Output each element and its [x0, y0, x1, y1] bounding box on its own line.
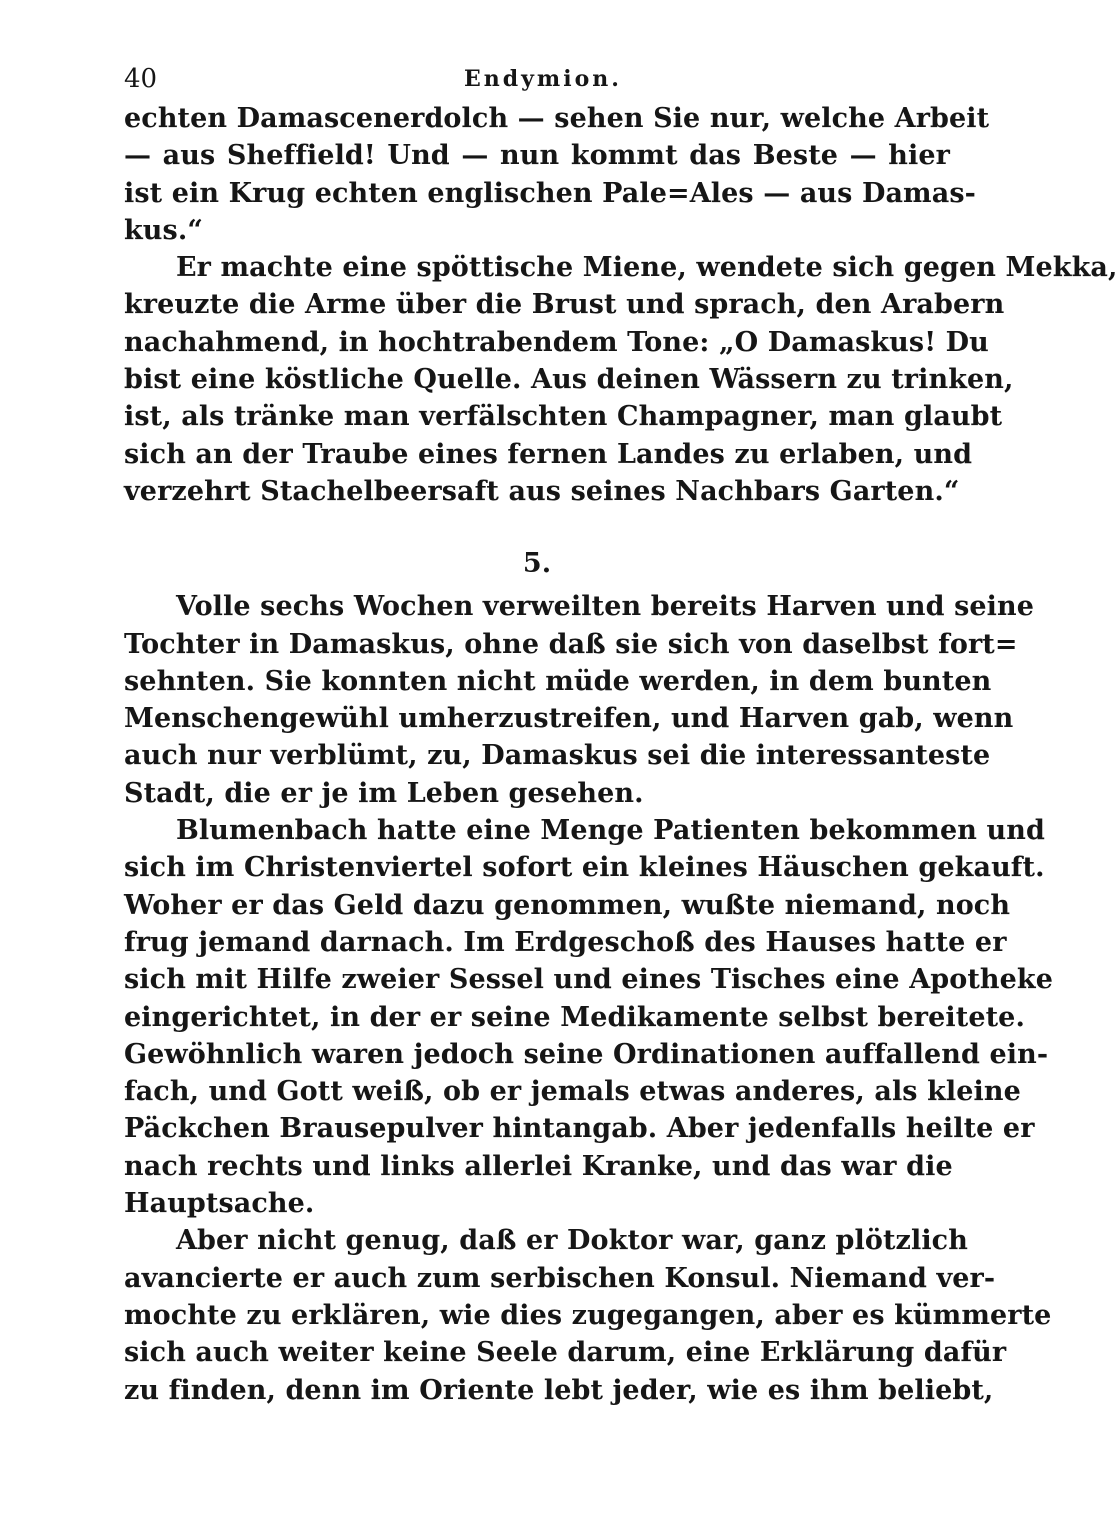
text-line: zu finden, denn im Oriente lebt jeder, wie es ihm beliebt,	[124, 1374, 994, 1406]
text-line: sich an der Traube eines fernen Landes zu erlaben, und	[124, 438, 973, 470]
section-number: 5.	[522, 548, 552, 580]
running-title: Endymion.	[464, 66, 622, 92]
text-line: Volle sechs Wochen verweilten bereits Harven und seine	[176, 591, 1035, 623]
text-line: kreuzte die Arme über die Brust und sprach, den Arabern	[124, 289, 1005, 321]
text-line: sich auch weiter keine Seele darum, eine Erklärung dafür	[124, 1337, 1007, 1369]
text-line: sich mit Hilfe zweier Sessel und eines Tisches eine Apotheke	[124, 964, 1053, 996]
running-head	[124, 60, 950, 100]
text-line: Gewöhnlich waren jedoch seine Ordinationen auffallend ein-	[124, 1038, 1049, 1070]
text-line: fach, und Gott weiß, ob er jemals etwas anderes, als kleine	[124, 1076, 1021, 1108]
text-line: Menschengewühl umherzustreifen, und Harven gab, wenn	[124, 703, 1014, 735]
book-page	[124, 60, 1118, 1409]
paragraph-six-weeks	[124, 588, 1035, 812]
text-line: eingerichtet, in der er seine Medikamente selbst bereitete.	[124, 1001, 1025, 1033]
text-line: Blumenbach hatte eine Menge Patienten bekommen und	[176, 815, 1045, 847]
text-line: kus.“	[124, 214, 203, 246]
text-line: ist ein Krug echten englischen Pale=Ales — aus Damas-	[124, 177, 976, 209]
text-line: mochte zu erklären, wie dies zugegangen, aber es kümmerte	[124, 1299, 1052, 1331]
page-number: 40	[124, 64, 158, 94]
text-line: Päckchen Brausepulver hintangab. Aber jedenfalls heilte er	[124, 1113, 1035, 1145]
text-line: echten Damascenerdolch — sehen Sie nur, welche Arbeit	[124, 103, 990, 134]
text-line: ist, als tränke man verfälschten Champagner, man glaubt	[124, 401, 1003, 433]
text-line: Er machte eine spöttische Miene, wendete sich gegen Mekka,	[176, 252, 1118, 284]
text-line: avancierte er auch zum serbischen Konsul. Niemand ver-	[124, 1262, 996, 1294]
text-line: Stadt, die er je im Leben gesehen.	[124, 777, 644, 809]
text-line: — aus Sheffield! Und — nun kommt das Beste — hier	[124, 140, 950, 172]
text-line: auch nur verblümt, zu, Damaskus sei die interessanteste	[124, 740, 991, 772]
text-line: Aber nicht genug, daß er Doktor war, ganz plötzlich	[176, 1225, 968, 1257]
paragraph-continuation	[124, 100, 990, 249]
text-line: nachahmend, in hochtrabendem Tone: „O Damaskus! Du	[124, 326, 989, 358]
text-line: Woher er das Geld dazu genommen, wußte niemand, noch	[124, 889, 1011, 921]
paragraph-blumenbach	[124, 812, 1053, 1222]
text-line: verzehrt Stachelbeersaft aus seines Nachbars Garten.“	[124, 475, 960, 507]
text-line: Tochter in Damaskus, ohne daß sie sich von daselbst fort=	[124, 628, 1018, 660]
text-line: sehnten. Sie konnten nicht müde werden, in dem bunten	[124, 665, 992, 697]
paragraph-mockery	[124, 249, 1118, 510]
paragraph-consul	[124, 1222, 1052, 1408]
text-line: Hauptsache.	[124, 1188, 315, 1220]
text-line: sich im Christenviertel sofort ein kleines Häuschen gekauft.	[124, 852, 1045, 884]
text-line: frug jemand darnach. Im Erdgeschoß des Hauses hatte er	[124, 926, 1007, 958]
text-line: nach rechts und links allerlei Kranke, und das war die	[124, 1150, 953, 1182]
text-line: bist eine köstliche Quelle. Aus deinen Wässern zu trinken,	[124, 364, 1014, 396]
